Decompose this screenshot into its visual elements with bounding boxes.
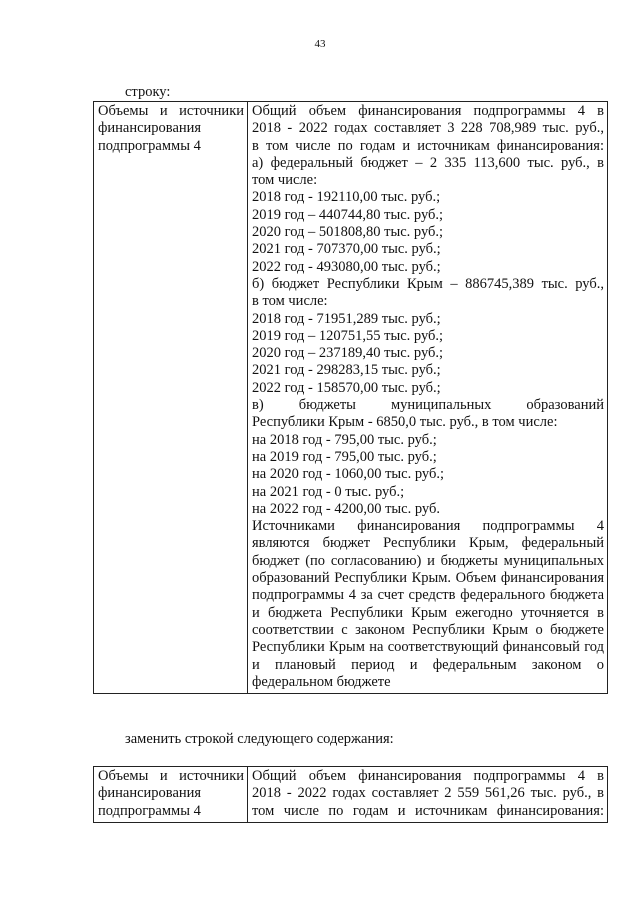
content-line: Республики Крым - 6850,0 тыс. руб., в том числе: — [252, 414, 558, 431]
row-content — [248, 102, 608, 694]
table-row — [94, 102, 608, 694]
replace-text: заменить строкой следующего содержания: — [125, 731, 394, 747]
content-line: 2019 год – 120751,55 тыс. руб.; — [252, 327, 444, 344]
content-line: в том числе по годам и источникам финансирования: — [252, 137, 604, 154]
content-line: на 2019 год - 795,00 тыс. руб.; — [252, 448, 437, 465]
content-line: на 2021 год - 0 тыс. руб.; — [252, 483, 405, 500]
content-line: 2020 год – 237189,40 тыс. руб.; — [252, 345, 444, 362]
content-line: в) бюджеты муниципальных образований — [252, 397, 604, 414]
content-line: Общий объем финансирования подпрограммы 4 в — [252, 103, 604, 119]
content-line: 2018 год - 192110,00 тыс. руб.; — [252, 189, 441, 206]
intro-text: строку: — [125, 84, 171, 100]
content-line: 2018 - 2022 годах составляет 3 228 708,989 тыс. руб., — [252, 120, 604, 137]
content-line: на 2018 год - 795,00 тыс. руб.; — [252, 431, 437, 448]
content-line: том числе по годам и источникам финансирования: — [252, 802, 604, 819]
content-line: б) бюджет Республики Крым – 886745,389 тыс. руб., — [252, 275, 604, 292]
content-line: 2019 год – 440744,80 тыс. руб.; — [252, 206, 444, 223]
content-line: на 2022 год - 4200,00 тыс. руб. — [252, 500, 440, 517]
content-line: 2021 год - 707370,00 тыс. руб.; — [252, 241, 441, 258]
row-label: Объемы и источники финансирования подпрограммы 4 — [94, 767, 248, 823]
content-line: 2020 год – 501808,80 тыс. руб.; — [252, 224, 444, 241]
table-row — [94, 767, 608, 823]
content-line: 2018 год - 71951,289 тыс. руб.; — [252, 310, 441, 327]
content-line: в том числе: — [252, 293, 328, 310]
sources-paragraph: Источниками финансирования подпрограммы 4 являются бюджет Республики Крым, федеральный бюджет (по согласованию) и бюджеты муниципальных образований Республики Крым. Объем финансирования подпрограммы 4 за счет средств федерального бюджета и бюджета Республики Крым ежегодно уточняется в соответствии с законом Республики Крым о бюджете Республики Крым на соответствующий финансовый год и плановый период и федеральным законом о федеральном бюджете — [252, 518, 604, 690]
content-line: 2022 год - 158570,00 тыс. руб.; — [252, 379, 441, 396]
new-funding-table — [93, 766, 608, 823]
old-funding-table — [93, 101, 608, 694]
content-line: 2022 год - 493080,00 тыс. руб.; — [252, 258, 441, 275]
content-line: том числе: — [252, 172, 318, 189]
content-line: 2018 - 2022 годах составляет 2 559 561,26 тыс. руб., в — [252, 785, 604, 802]
page-number: 43 — [314, 38, 326, 50]
row-content — [248, 767, 608, 823]
content-line: на 2020 год - 1060,00 тыс. руб.; — [252, 466, 444, 483]
row-label: Объемы и источники финансирования подпрограммы 4 — [94, 102, 248, 694]
content-line: а) федеральный бюджет – 2 335 113,600 тыс. руб., в — [252, 154, 604, 171]
content-line: Общий объем финансирования подпрограммы 4 в — [252, 768, 604, 784]
content-line: 2021 год - 298283,15 тыс. руб.; — [252, 362, 441, 379]
